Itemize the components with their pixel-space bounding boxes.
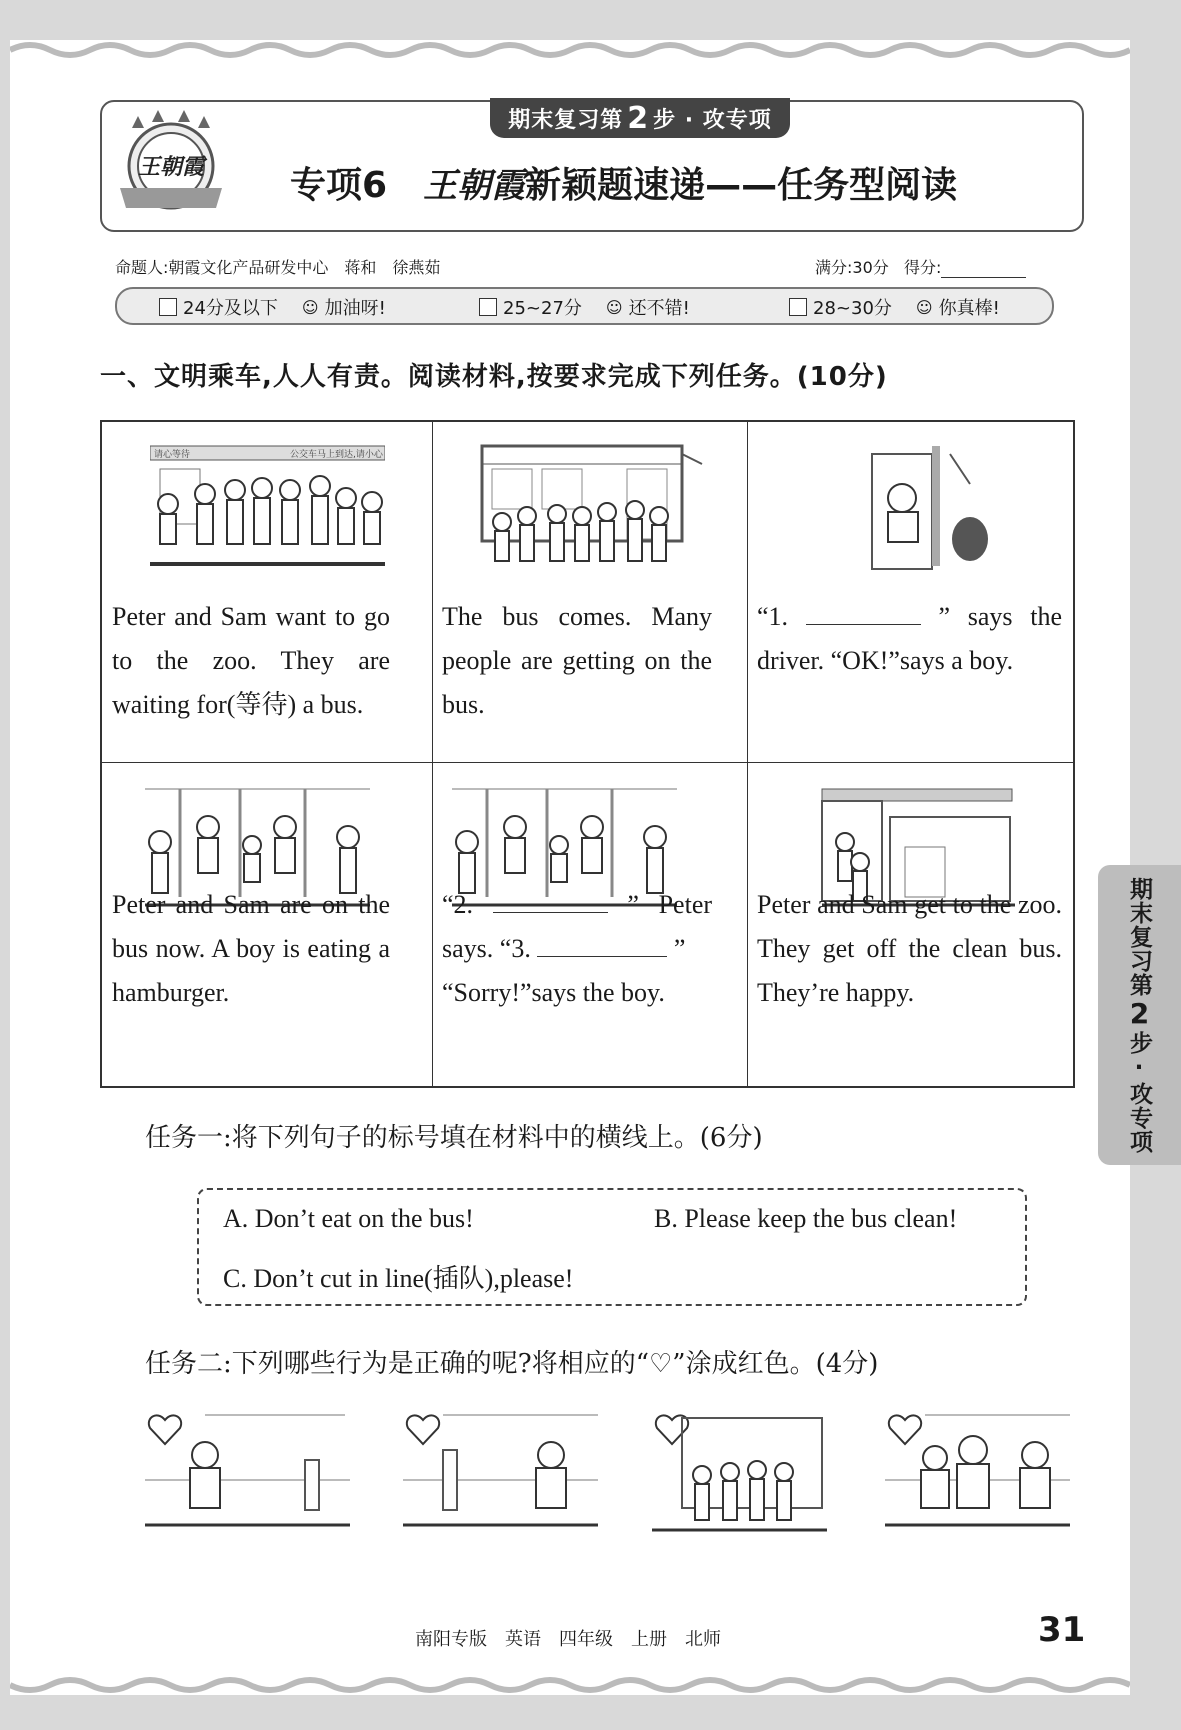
smiley-icon: ☺	[605, 297, 623, 317]
side-tab	[1098, 865, 1181, 1165]
heart-icon[interactable]	[889, 1415, 921, 1444]
behavior-picture-2	[403, 1410, 603, 1545]
panel-6-caption: Peter and Sam get to the zoo. They get off the clean bus. They’re happy.	[757, 890, 1062, 1007]
grade-comment: 还不错!	[628, 298, 690, 319]
brand-logo	[112, 108, 230, 220]
heart-icon[interactable]	[656, 1415, 688, 1444]
options-box	[197, 1188, 1027, 1306]
header-tab-suffix: 步 · 攻专项	[653, 107, 772, 133]
option-b: B. Please keep the bus clean!	[654, 1204, 958, 1233]
section-title: 一、文明乘车,人人有责。阅读材料,按要求完成下列任务。(10分)	[100, 362, 888, 392]
panel-2-caption: The bus comes. Many people are getting on the bus.	[442, 602, 712, 719]
answer-blank-3[interactable]	[537, 934, 667, 957]
panel-4-caption: Peter and Sam are on the bus now. A boy is eating a hamburger.	[112, 890, 390, 1007]
behavior-picture-1	[145, 1410, 355, 1545]
side-tab-suffix: 步·攻专项	[1126, 1030, 1152, 1154]
grade-range: 24分及以下	[183, 298, 278, 319]
svg-text:公交车马上到达,请小心: 公交车马上到达,请小心	[290, 450, 383, 460]
side-tab-step: 2	[1123, 996, 1156, 1031]
score-label: 得分:	[904, 258, 942, 277]
grade-bar	[115, 287, 1054, 325]
svg-text:请心等待: 请心等待	[154, 450, 191, 460]
grade-range: 28~30分	[813, 298, 892, 319]
task-1-title: 任务一:将下列句子的标号填在材料中的横线上。(6分)	[145, 1123, 763, 1153]
title-text: 新颖题速递——任务型阅读	[525, 164, 958, 206]
option-a: A. Don’t eat on the bus!	[223, 1204, 474, 1233]
title-brand: 王朝霞	[423, 165, 526, 206]
grade-comment: 你真棒!	[938, 298, 1000, 319]
smiley-icon: ☺	[301, 297, 319, 317]
smiley-icon: ☺	[915, 297, 933, 317]
panel-5-caption: “2. ” Peter says. “3. ” “Sorry!”says the boy.	[442, 890, 713, 1007]
answer-blank-2[interactable]	[493, 890, 608, 913]
title-number: 专项6	[290, 164, 388, 206]
heart-icon[interactable]	[149, 1415, 181, 1444]
page-number: 31	[1038, 1610, 1086, 1650]
behavior-picture-3	[652, 1410, 832, 1545]
header-step-tab	[490, 98, 790, 138]
author-text: 命题人:朝霞文化产品研发中心 蒋和 徐燕茹	[115, 258, 441, 277]
grade-option-2[interactable]	[479, 294, 690, 320]
behavior-picture-4	[885, 1410, 1075, 1545]
panel-3-caption: “1. ” says the driver. “OK!”says a boy.	[757, 602, 1062, 675]
option-c: C. Don’t cut in line(插队),please!	[223, 1264, 574, 1293]
footer-text: 南阳专版 英语 四年级 上册 北师	[415, 1629, 721, 1650]
score-blank[interactable]	[941, 261, 1026, 278]
comic-table	[100, 420, 1075, 1088]
bus-stop-illustration	[150, 444, 385, 574]
meta-row	[115, 255, 1055, 281]
page-title	[290, 152, 1050, 212]
checkbox[interactable]	[789, 298, 807, 316]
grade-range: 25~27分	[503, 298, 582, 319]
logo-text: 王朝霞	[137, 154, 205, 180]
grade-option-3[interactable]	[789, 294, 1000, 320]
grade-comment: 加油呀!	[324, 298, 386, 319]
side-tab-prefix: 期末复习第	[1126, 876, 1152, 997]
header-tab-prefix: 期末复习第	[508, 107, 624, 133]
full-score: 满分:30分	[815, 258, 889, 277]
checkbox[interactable]	[479, 298, 497, 316]
score-area	[815, 255, 1026, 278]
heart-icon[interactable]	[407, 1415, 439, 1444]
panel-1-caption: Peter and Sam want to go to the zoo. They are waiting for(等待) a bus.	[112, 602, 390, 719]
checkbox[interactable]	[159, 298, 177, 316]
answer-blank-1[interactable]	[806, 602, 921, 625]
boarding-bus-illustration	[477, 444, 712, 574]
grade-option-1[interactable]	[159, 294, 386, 320]
header-tab-step: 2	[627, 100, 650, 136]
bus-driver-illustration	[870, 444, 995, 574]
task-2-title: 任务二:下列哪些行为是正确的呢?将相应的“♡”涂成红色。(4分)	[145, 1349, 879, 1379]
